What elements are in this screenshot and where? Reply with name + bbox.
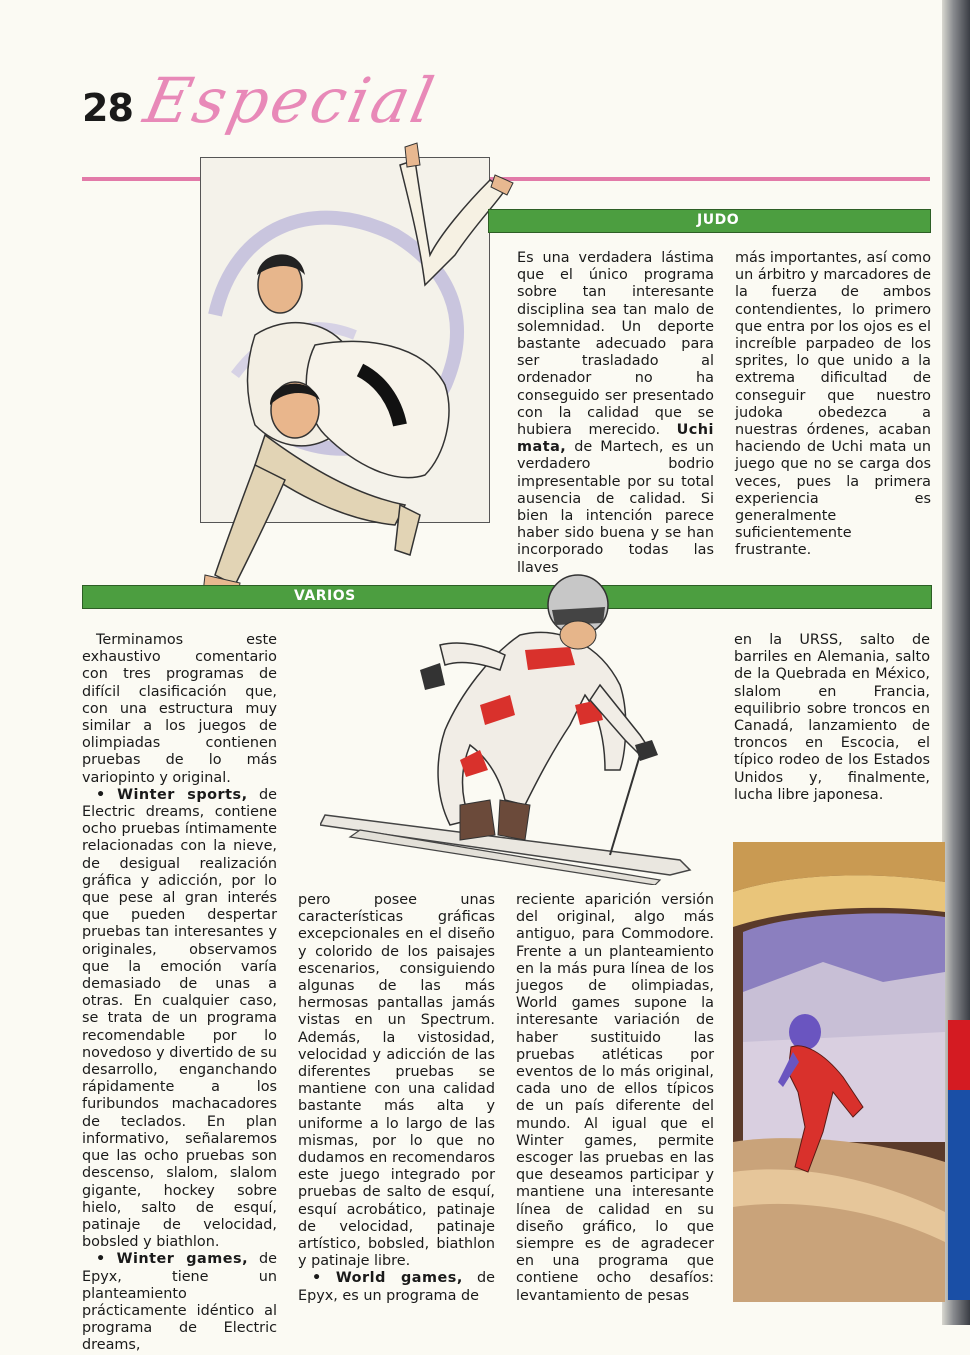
skier-illustration: [320, 555, 695, 885]
page-edge-tab-blue: [948, 1090, 970, 1300]
winter-games-text: de Epyx, tiene un planteamiento prácticamente idéntico al programa de Electric dreams,: [82, 1251, 277, 1354]
world-games-text: de Epyx, es un programa de: [298, 1270, 495, 1304]
varios-col4-text: en la URSS, salto de barriles en Alemania, salto de la Quebrada en México, slalom en Francia, equilibrio sobre troncos en Canadá, lanzamiento de troncos en Escocia, el típico rodeo de los Estados Unidos y, finalmente, lucha libre japonesa.: [734, 632, 930, 803]
varios-column-3: [516, 892, 714, 1305]
bullet-icon: •: [312, 1270, 336, 1287]
game-title-winter-games: Winter games,: [116, 1251, 249, 1268]
bullet-icon: •: [96, 786, 118, 803]
judo-heading-bar: [488, 209, 931, 233]
game-title-uchi-mata: Uchi mata,: [517, 422, 714, 456]
varios-column-1: [82, 632, 277, 1355]
varios-column-2: [298, 892, 495, 1305]
bullet-icon: •: [96, 1251, 117, 1268]
judo-heading: JUDO: [697, 212, 740, 228]
speed-skater-photo: [733, 842, 945, 1302]
judo-text-b: de Martech, es un verdadero bodrio impresentable por su total ausencia de calidad. Si bien la intención parece haber sido buena y se han incorporado todas las llaves: [517, 439, 714, 576]
judo-column-2: [735, 250, 931, 560]
judo-text-a: Es una verdadera lástima que el único programa sobre tan interesante disciplina sea tan malo de solemnidad. Un deporte bastante adecuado para ser trasladado al ordenador no ha conseguido ser presentado con la calidad que se hubiera merecido.: [517, 250, 714, 439]
page-edge-tab-red: [948, 1020, 970, 1090]
varios-heading: VARIOS: [294, 588, 356, 604]
winter-sports-text: de Electric dreams, contiene ocho pruebas íntimamente relacionadas con la nieve, de desigual realización gráfica y adicción, por lo que pese al gran interés que pueden despertar pruebas tan interesantes y originales, observamos que la emoción varía demasiado de unas a otras. En cualquier caso, se trata de un programa recomendable por lo novedoso y divertido de su desarrollo, enganchando rápidamente a los furibundos machacadores de teclados. En plan informativo, señalaremos que las ocho pruebas son descenso, slalom, slalom gigante, hockey sobre hielo, salto de esquí, patinaje de velocidad, bobsled y biathlon.: [82, 786, 277, 1251]
section-title: Especial: [138, 64, 443, 137]
judo-column-1: [517, 250, 714, 577]
game-title-winter-sports: Winter sports,: [117, 786, 248, 803]
varios-col2-text: pero posee unas características gráficas excepcionales en el diseño y colorido de los paisajes escenarios, consiguiendo algunas de las más hermosas pantallas jamás vistas en un Spectrum. Además, la vistosidad, velocidad y adicción de las diferentes pruebas se mantiene con una calidad bastante más alta y uniforme a lo largo de las mismas, por lo que no dudamos en recomendaros este juego integrado por pruebas de salto de esquí, esquí acrobático, patinaje de velocidad, patinaje artístico, bobsled, biathlon y patinaje libre.: [298, 892, 495, 1270]
game-title-world-games: World games,: [335, 1270, 463, 1287]
judo-illustration: [195, 135, 515, 610]
varios-column-4: [734, 632, 930, 804]
varios-intro: Terminamos este exhaustivo comentario con tres programas de difícil clasificación que, con una estructura muy similar a los juegos de olimpiadas contienen pruebas de lo más variopinto y original.: [82, 632, 277, 786]
varios-col3-text: reciente aparición versión del original, algo más antiguo, para Commodore. Frente a un planteamiento en la más pura línea de los juegos de olimpiadas, World games supone la interesante variación de haber sustituido las pruebas atléticas por eventos de lo más original, cada uno de ellos típicos de un país diferente del mundo. Al igual que el Winter games, permite escoger las pruebas en las que deseamos participar y mantiene una interesante línea de calidad en su diseño gráfico, lo que siempre es de agradecer en una programa que contiene ocho desafíos: levantamiento de pesas: [516, 892, 714, 1304]
judo-text-c: más importantes, así como un árbitro y marcadores de la fuerza de ambos contendientes, lo primero que entra por los ojos es el increíble parpadeo de los sprites, lo que unido a la extrema dificultad de conseguir que nuestro judoka obedezca a nuestras órdenes, acaban haciendo de Uchi mata un juego que no se carga dos veces, pues la primera experiencia es generalmente suficientemente frustrante.: [735, 250, 932, 559]
page-number: 28: [82, 86, 133, 130]
